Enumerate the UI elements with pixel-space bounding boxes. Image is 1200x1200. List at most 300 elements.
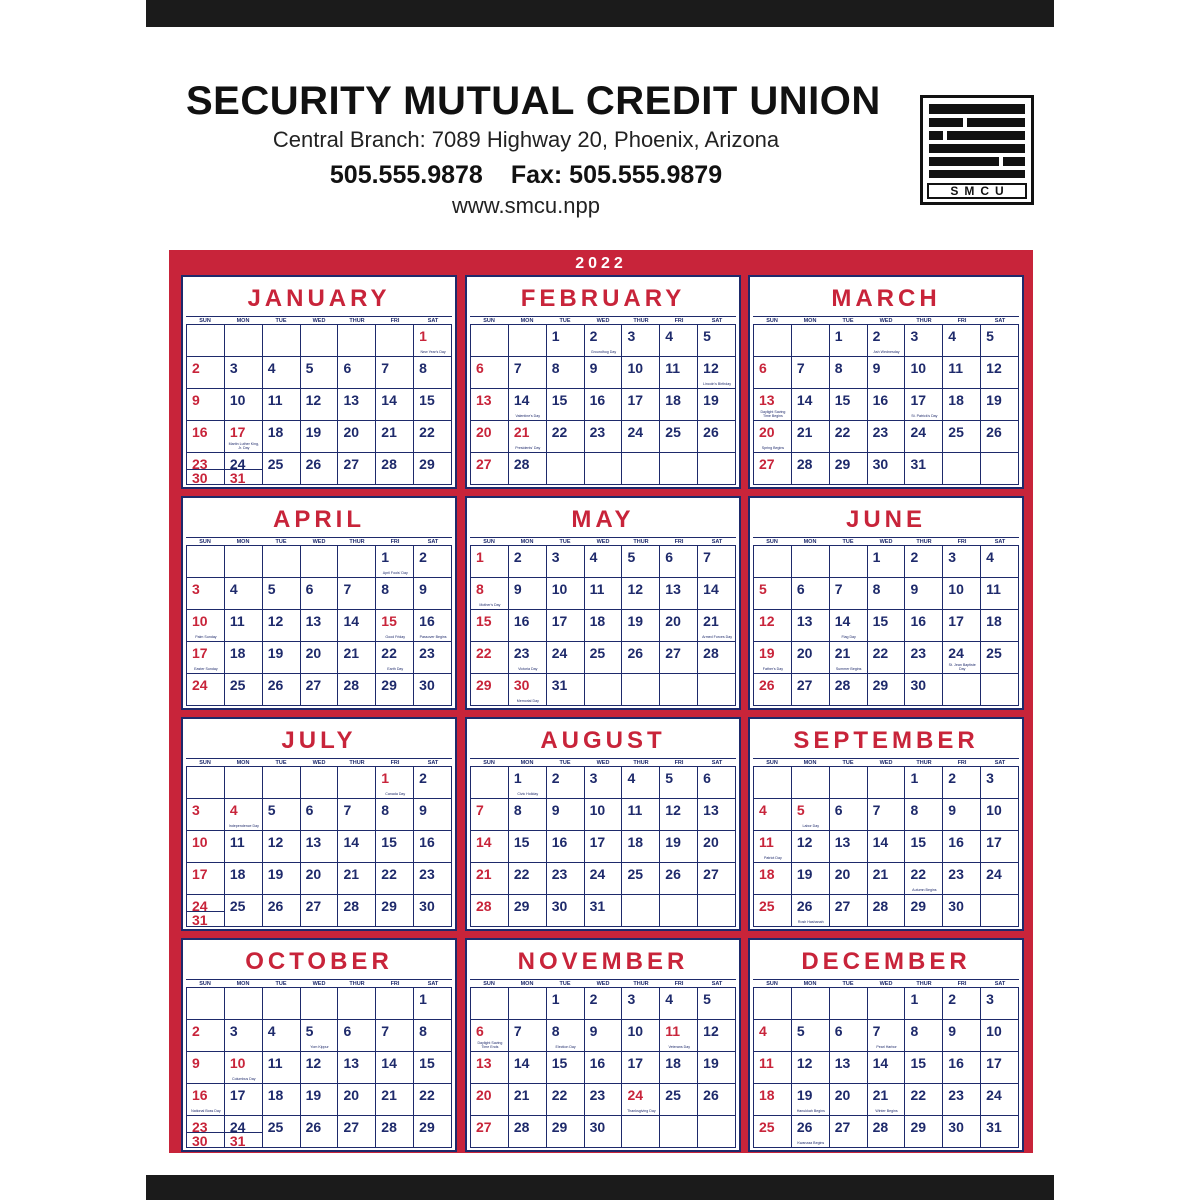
day-cell [376,831,414,862]
day-cell [753,578,792,609]
month-name: AUGUST [540,727,666,754]
day-cell [753,1052,792,1083]
day-number: 28 [343,677,360,693]
day-number: 22 [513,866,530,882]
day-cell [981,389,1019,420]
day-number: 26 [627,645,644,661]
day-cell [414,421,452,452]
day-number: 4 [267,360,276,376]
day-cell [338,895,376,926]
weekday-label: WED [596,318,610,324]
day-number: 29 [381,677,397,693]
holiday-note: Pearl Harbor [876,1045,897,1049]
day-number: 12 [305,1055,322,1071]
day-number: 19 [703,1055,719,1071]
day-number: 12 [267,834,284,850]
day-cell [660,674,698,705]
day-cell [547,1020,585,1051]
day-number: 30 [589,1119,606,1135]
day-number: 6 [343,360,352,376]
weekday-label: TUE [275,981,287,987]
day-cell [186,1084,225,1115]
day-cell [263,831,301,862]
day-number: 8 [381,802,390,818]
day-number: 16 [551,834,568,850]
day-cell [753,1020,792,1051]
day-cell [905,325,943,356]
day-number: 7 [703,549,711,565]
day-number: 5 [703,991,711,1007]
day-number: 14 [343,613,360,629]
day-cell [547,674,585,705]
day-cell [301,863,339,894]
day-cell [622,1116,660,1147]
day-cell [547,895,585,926]
day-cell [338,767,376,798]
week-row [186,1116,452,1148]
day-number: 20 [834,1087,851,1103]
day-number: 21 [834,645,851,661]
weekday-label: MON [236,318,250,324]
day-number: 11 [759,834,774,850]
day-number: 8 [513,802,522,818]
week-row [186,1020,452,1052]
day-number: 6 [703,770,711,786]
day-cell [509,988,547,1019]
day-number: 23 [589,424,606,440]
weekday-label: WED [312,760,326,766]
weekday-label: THUR [916,981,932,987]
day-cell [622,642,660,673]
day-number: 22 [381,866,397,882]
day-number: 2 [419,770,427,786]
day-number: 9 [419,802,427,818]
day-cell [585,1116,623,1147]
day-cell [186,1116,225,1147]
day-cell [376,895,414,926]
holiday-note: Patriot Day [764,856,782,860]
weekday-label: THUR [349,760,365,766]
week-row [470,642,736,674]
day-number: 29 [381,898,397,914]
weekday-label: FRI [390,318,400,324]
day-number: 8 [910,1023,919,1039]
day-cell [301,610,339,641]
day-number: 23 [419,866,435,882]
day-number: 27 [665,645,681,661]
weekday-label: SAT [427,981,439,987]
day-cell [792,357,830,388]
day-number: 24 [986,1087,1002,1103]
day-number: 2 [589,991,598,1007]
day-number: 7 [872,1023,881,1039]
month-october [181,938,457,1152]
month-grid [186,979,452,1148]
day-cell [470,389,509,420]
day-number: 24 [627,424,644,440]
month-grid [470,979,736,1148]
day-cell [792,546,830,577]
day-number: 16 [192,1087,208,1103]
day-number: 23 [513,645,530,661]
logo-text: SMCU [927,183,1027,199]
day-cell [943,421,981,452]
day-number: 23 [551,866,568,882]
day-cell [338,1052,376,1083]
day-number: 14 [796,392,813,408]
weekday-label: THUR [633,760,649,766]
day-cell [622,546,660,577]
day-number: 24 [986,866,1002,882]
day-number: 14 [872,1055,889,1071]
weekday-label: FRI [957,539,967,545]
day-number: 19 [627,613,644,629]
week-row [753,421,1019,453]
weekday-label: FRI [674,760,684,766]
day-number: 28 [703,645,719,661]
weekday-label: THUR [633,539,649,545]
day-cell [263,988,301,1019]
day-number: 29 [419,1119,435,1135]
weekday-label: WED [879,539,893,545]
day-cell [622,1084,660,1115]
day-number: 8 [381,581,390,597]
day-cell [338,578,376,609]
day-number: 30 [872,456,889,472]
weekday-label: THUR [633,318,649,324]
day-cell [585,674,623,705]
day-cell [622,767,660,798]
day-cell [470,610,509,641]
day-cell [660,863,698,894]
week-row [753,831,1019,863]
day-cell [830,642,868,673]
day-number: 8 [476,581,484,597]
day-cell [186,325,225,356]
day-cell [470,325,509,356]
day-cell [225,831,263,862]
day-number: 2 [589,328,598,344]
day-cell [338,1116,376,1147]
day-number: 30 [513,677,530,693]
day-cell [263,578,301,609]
week-row [470,453,736,485]
day-number: 30 [419,898,435,914]
day-cell [470,767,509,798]
day-cell [905,674,943,705]
day-cell [470,863,509,894]
day-number: 20 [343,1087,360,1103]
month-name: OCTOBER [245,948,393,975]
day-cell [509,642,547,673]
day-number: 7 [872,802,881,818]
weekday-header [186,538,452,546]
day-number: 15 [834,392,851,408]
week-row [470,546,736,578]
day-cell [622,453,660,484]
day-number: 26 [759,677,775,693]
day-cell [905,1116,943,1147]
day-cell [698,421,736,452]
day-cell [301,831,339,862]
day-cell [263,863,301,894]
day-number: 31 [589,898,606,914]
day-number: 17 [551,613,568,629]
day-number: 17 [589,834,606,850]
weekday-label: FRI [674,981,684,987]
day-number: 21 [343,866,360,882]
day-cell [414,1020,452,1051]
day-number: 14 [703,581,719,597]
day-number: 20 [834,866,851,882]
weekday-label: SUN [199,318,211,324]
day-number: 6 [476,1023,484,1039]
day-number: 31 [229,470,246,486]
day-number: 20 [305,866,322,882]
day-cell [225,389,263,420]
day-cell [905,453,943,484]
day-number: 7 [381,360,390,376]
day-cell [186,421,225,452]
day-cell [943,389,981,420]
day-number: 28 [476,898,492,914]
week-row [470,674,736,706]
day-cell [547,421,585,452]
day-number: 24 [948,645,964,661]
day-cell [186,610,225,641]
day-number: 22 [381,645,397,661]
day-cell [414,1084,452,1115]
day-cell [943,767,981,798]
weekday-label: TUE [559,539,571,545]
day-cell [263,1084,301,1115]
week-row [470,895,736,927]
day-number: 2 [948,770,957,786]
weekday-label: FRI [674,318,684,324]
week-row [186,546,452,578]
day-number: 21 [872,1087,889,1103]
day-cell [263,325,301,356]
day-cell [263,767,301,798]
day-number: 24 [229,456,246,472]
day-number: 10 [192,834,208,850]
day-cell [660,1084,698,1115]
day-number: 28 [872,1119,889,1135]
day-cell [943,546,981,577]
weekday-header [470,759,736,767]
weekday-label: SAT [427,760,439,766]
day-cell [414,831,452,862]
weekday-label: THUR [916,760,932,766]
day-number: 23 [192,1119,208,1135]
day-number: 21 [476,866,492,882]
holiday-note: Martin Luther King, Jr. Day [228,442,259,450]
day-number: 20 [796,645,813,661]
month-august [465,717,741,931]
day-number: 12 [267,613,284,629]
day-cell [509,389,547,420]
day-cell [981,988,1019,1019]
day-cell [792,325,830,356]
day-cell [414,767,452,798]
holiday-note: Columbus Day [232,1077,256,1081]
day-cell [547,863,585,894]
month-january [181,275,457,489]
day-number: 15 [419,1055,435,1071]
weekday-label: MON [803,760,817,766]
day-cell [981,325,1019,356]
day-cell [868,546,906,577]
day-number: 18 [229,866,246,882]
day-cell [414,1052,452,1083]
day-cell [698,357,736,388]
week-row [753,357,1019,389]
day-cell [830,357,868,388]
weekday-header [753,759,1019,767]
week-row [470,988,736,1020]
week-row [186,988,452,1020]
day-cell [376,642,414,673]
day-cell [943,610,981,641]
day-number: 24 [589,866,606,882]
day-number: 6 [665,549,674,565]
day-number: 7 [513,1023,522,1039]
day-number: 11 [267,392,283,408]
week-row [753,1052,1019,1084]
day-number: 10 [192,613,208,629]
day-number: 18 [986,613,1002,629]
day-number: 11 [267,1055,283,1071]
day-number: 10 [986,802,1002,818]
day-cell [753,546,792,577]
day-number: 5 [305,1023,314,1039]
day-number: 15 [381,613,397,629]
day-number: 20 [703,834,719,850]
day-number: 22 [910,866,927,882]
day-number: 31 [551,677,568,693]
day-cell [792,674,830,705]
day-number: 17 [229,1087,246,1103]
day-number: 16 [192,424,208,440]
day-number: 4 [229,802,238,818]
day-cell [376,1020,414,1051]
day-number: 19 [665,834,681,850]
holiday-note: Presidents' Day [515,446,541,450]
left-margin [0,0,146,1200]
day-cell [414,863,452,894]
day-number: 12 [986,360,1002,376]
holiday-note: Victoria Day [518,667,538,671]
day-number: 12 [665,802,681,818]
day-cell [547,610,585,641]
day-number: 16 [419,613,435,629]
day-cell [301,1020,339,1051]
day-cell [225,325,263,356]
day-cell [585,988,623,1019]
day-number: 24 [192,898,208,914]
day-cell [414,578,452,609]
day-cell [905,863,943,894]
day-cell [338,988,376,1019]
week-row [753,863,1019,895]
day-number: 9 [419,581,427,597]
day-number: 17 [192,866,208,882]
week-row [186,578,452,610]
week-row [186,325,452,357]
week-row [753,1084,1019,1116]
day-cell [943,1116,981,1147]
day-cell [753,357,792,388]
day-number: 7 [381,1023,390,1039]
day-cell [792,642,830,673]
day-cell [225,1084,263,1115]
day-cell [830,988,868,1019]
day-number: 3 [192,581,200,597]
day-number: 25 [665,1087,681,1103]
weekday-label: SUN [766,539,778,545]
day-number: 23 [948,866,964,882]
day-number: 11 [589,581,605,597]
day-cell [868,578,906,609]
day-cell [792,421,830,452]
weekday-label: THUR [916,539,932,545]
day-cell [905,831,943,862]
day-cell [981,578,1019,609]
weekday-label: WED [596,981,610,987]
day-cell [943,642,981,673]
day-cell [905,546,943,577]
branch-address: Central Branch: 7089 Highway 20, Phoenix, Arizona [272,127,780,152]
month-grid [753,316,1019,485]
day-cell [792,863,830,894]
month-name: MARCH [831,285,941,312]
day-cell [225,799,263,830]
day-cell [414,357,452,388]
day-number: 21 [513,1087,530,1103]
day-number: 12 [703,360,719,376]
day-number: 18 [589,613,606,629]
day-cell [414,988,452,1019]
day-cell [263,357,301,388]
day-cell [981,1020,1019,1051]
day-number: 3 [589,770,598,786]
holiday-note: Lincoln's Birthday [703,382,732,386]
day-number: 18 [267,1087,284,1103]
day-number: 11 [759,1055,774,1071]
day-cell [186,895,225,926]
day-cell [981,610,1019,641]
day-cell [470,1084,509,1115]
day-number: 10 [229,1055,246,1071]
week-row [186,831,452,863]
week-row [186,799,452,831]
day-cell [792,831,830,862]
day-cell [753,767,792,798]
day-cell [830,767,868,798]
weekday-label: SUN [199,760,211,766]
day-cell [225,988,263,1019]
day-cell [338,799,376,830]
day-cell [792,1020,830,1051]
day-cell [792,1116,830,1147]
day-cell [792,767,830,798]
day-cell [905,357,943,388]
holiday-note: National Boss Day [191,1109,221,1113]
day-cell [186,357,225,388]
week-row [470,357,736,389]
day-number: 27 [703,866,719,882]
month-november [465,938,741,1152]
